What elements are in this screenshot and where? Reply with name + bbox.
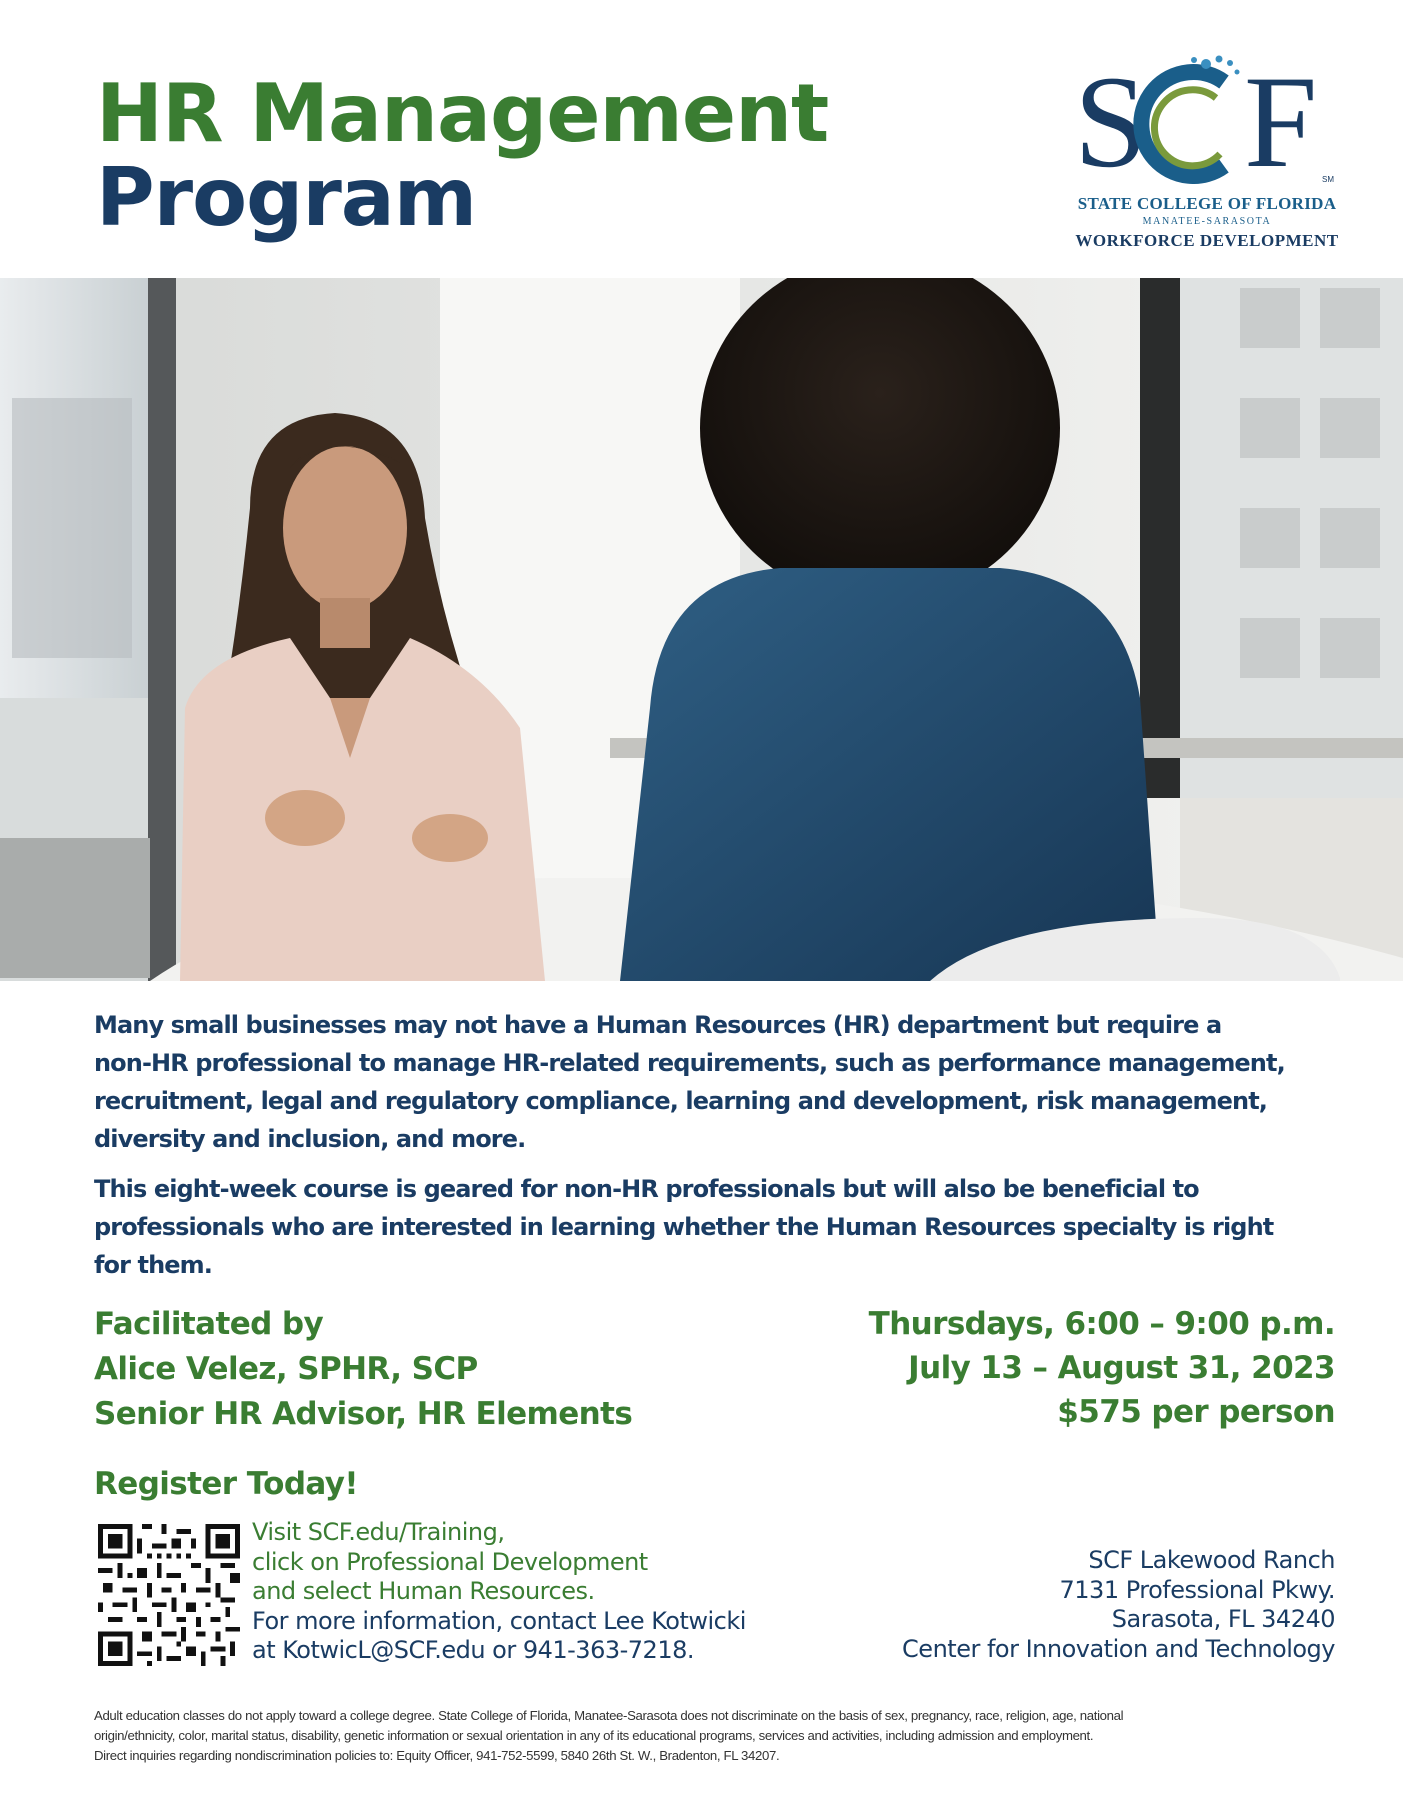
- intro-paragraph-1: [94, 1006, 1344, 1158]
- qr-code[interactable]: [98, 1524, 240, 1666]
- facilitator-name: Alice Velez, SPHR, SCP: [94, 1351, 478, 1387]
- address-campus: SCF Lakewood Ranch: [1088, 1546, 1335, 1574]
- register-step-3: and select Human Resources.: [252, 1577, 595, 1605]
- scf-logo: [1068, 54, 1348, 254]
- facilitator-block: [94, 1302, 632, 1437]
- disclaimer-line: Direct inquiries regarding nondiscrimination policies to: Equity Officer, 941-752-5599, 5840 26th St. W., Bradenton, FL 34207.: [94, 1748, 780, 1763]
- logo-campus: MANATEE-SARASOTA: [1142, 216, 1272, 227]
- address-building: Center for Innovation and Technology: [902, 1634, 1335, 1663]
- schedule-dates: July 13 – August 31, 2023: [908, 1350, 1335, 1386]
- schedule-block: [869, 1302, 1335, 1434]
- title-line-1: HR Management: [96, 67, 829, 160]
- address-street: 7131 Professional Pkwy.: [1059, 1575, 1335, 1604]
- contact-line-1: For more information, contact Lee Kotwicki: [252, 1606, 746, 1635]
- contact-line-2[interactable]: at KotwicL@SCF.edu or 941-363-7218.: [252, 1636, 694, 1664]
- svg-text:S: S: [1074, 54, 1148, 184]
- nondiscrimination-disclaimer: [94, 1706, 1344, 1766]
- register-visit-link[interactable]: Visit SCF.edu/Training,: [252, 1518, 505, 1546]
- service-mark: SM: [1322, 175, 1334, 184]
- scf-monogram-logo: [1074, 54, 1342, 184]
- intro-line: non-HR professional to manage HR-related requirements, such as performance management,: [94, 1049, 1285, 1077]
- schedule-days: Thursdays, 6:00 – 9:00 p.m.: [868, 1306, 1335, 1342]
- schedule-price: $575 per person: [1057, 1394, 1335, 1430]
- intro-line: diversity and inclusion, and more.: [94, 1125, 526, 1153]
- register-heading: Register Today!: [94, 1466, 358, 1502]
- intro-line: Many small businesses may not have a Human Resources (HR) department but require a: [94, 1011, 1222, 1039]
- title-line-2: Program: [96, 151, 477, 244]
- register-instructions: [252, 1518, 746, 1666]
- location-address: [902, 1546, 1335, 1664]
- intro-line: recruitment, legal and regulatory compliance, learning and development, risk management,: [94, 1087, 1268, 1115]
- svg-text:F: F: [1244, 54, 1318, 184]
- intro-line: professionals who are interested in learning whether the Human Resources specialty is right: [94, 1213, 1274, 1241]
- hero-photo: [0, 278, 1403, 981]
- facilitator-heading: Facilitated by: [94, 1306, 324, 1342]
- disclaimer-line: origin/ethnicity, color, marital status, disability, genetic information or sexual orientation in any of its educational programs, services and activities, including admission and employment.: [94, 1728, 1094, 1743]
- address-city: Sarasota, FL 34240: [1111, 1605, 1335, 1633]
- intro-line: for them.: [94, 1251, 212, 1279]
- register-step-2: click on Professional Development: [252, 1547, 648, 1576]
- disclaimer-line: Adult education classes do not apply toward a college degree. State College of Florida, Manatee-Sarasota does not discriminate on the basis of sex, pregnancy, race, religion, age, national: [94, 1708, 1124, 1723]
- intro-line: This eight-week course is geared for non-HR professionals but will also be beneficial to: [94, 1175, 1199, 1203]
- intro-paragraph-2: [94, 1170, 1344, 1284]
- logo-department: WORKFORCE DEVELOPMENT: [1075, 231, 1339, 250]
- facilitator-title: Senior HR Advisor, HR Elements: [94, 1396, 633, 1432]
- logo-college-name: STATE COLLEGE OF FLORIDA: [1077, 194, 1337, 213]
